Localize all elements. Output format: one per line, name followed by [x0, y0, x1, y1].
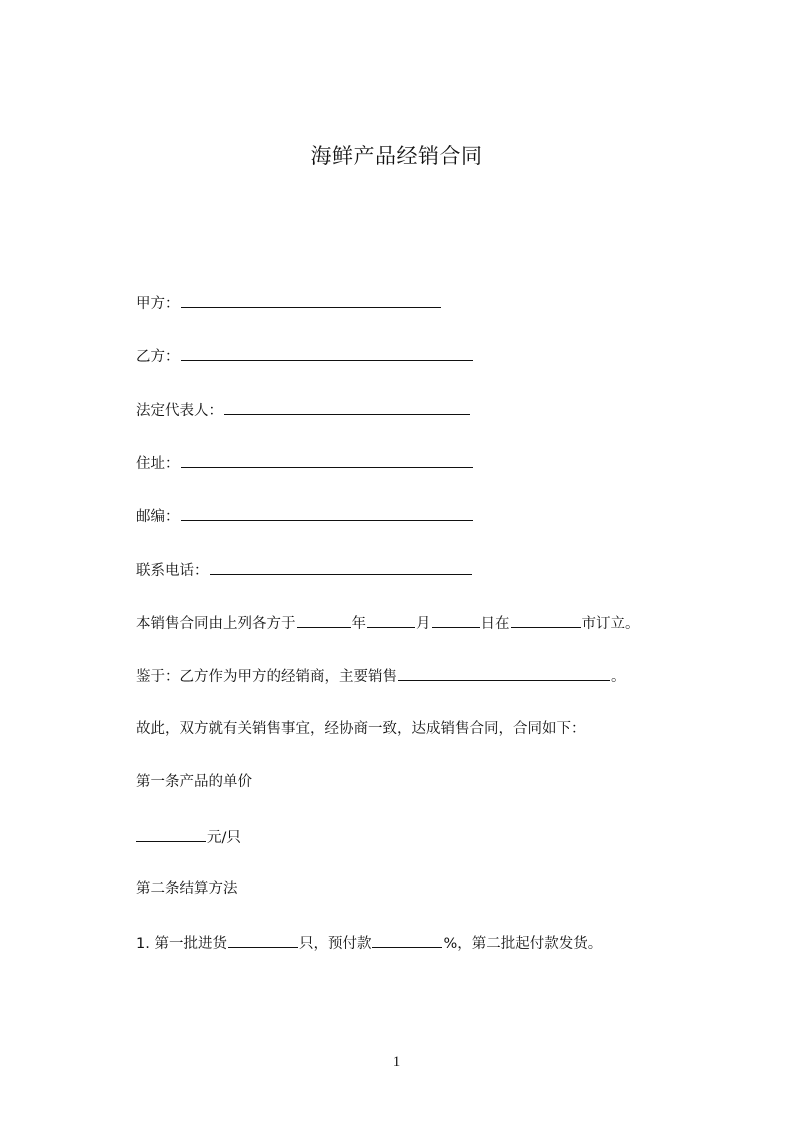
whereas-prefix: 鉴于：乙方作为甲方的经销商，主要销售	[136, 669, 397, 685]
party-b-blank[interactable]	[181, 345, 473, 361]
first-batch-qty-blank[interactable]	[228, 932, 298, 948]
legal-rep-label: 法定代表人：	[136, 403, 223, 419]
unit-price-unit: 元/只	[207, 830, 241, 846]
address-label: 住址：	[136, 456, 180, 472]
settlement-item-1	[136, 932, 602, 954]
signing-line	[136, 612, 640, 634]
year-blank[interactable]	[297, 612, 351, 628]
signing-prefix: 本销售合同由上列各方于	[136, 616, 296, 632]
unit-price-blank[interactable]	[136, 826, 206, 842]
product-blank[interactable]	[398, 665, 610, 681]
party-a-line	[136, 292, 442, 314]
signing-suffix: 市订立。	[581, 616, 640, 632]
phone-line	[136, 559, 473, 581]
agreement-line: 故此，双方就有关销售事宜，经协商一致，达成销售合同，合同如下：	[136, 721, 586, 737]
party-a-blank[interactable]	[181, 292, 441, 308]
legal-rep-line	[136, 399, 471, 421]
phone-label: 联系电话：	[136, 563, 209, 579]
item1-suffix: %，第二批起付款发货。	[443, 936, 603, 952]
phone-blank[interactable]	[210, 559, 472, 575]
item1-mid: 只，预付款	[298, 936, 372, 952]
article1-heading: 第一条产品的单价	[136, 774, 252, 790]
prepayment-pct-blank[interactable]	[372, 932, 442, 948]
party-a-label: 甲方：	[136, 296, 180, 312]
unit-price-line	[136, 826, 241, 848]
day-label: 日在	[480, 616, 510, 632]
postcode-label: 邮编：	[136, 509, 180, 525]
page-number: 1	[392, 1054, 401, 1070]
postcode-line	[136, 505, 474, 527]
city-blank[interactable]	[511, 612, 581, 628]
article2-heading: 第二条结算方法	[136, 881, 238, 897]
whereas-suffix: 。	[611, 669, 626, 685]
legal-rep-blank[interactable]	[224, 399, 470, 415]
party-b-label: 乙方：	[136, 349, 180, 365]
address-line	[136, 452, 474, 474]
day-blank[interactable]	[432, 612, 480, 628]
whereas-line	[136, 665, 626, 687]
party-b-line	[136, 345, 474, 367]
month-blank[interactable]	[367, 612, 415, 628]
postcode-blank[interactable]	[181, 505, 473, 521]
document-title: 海鲜产品经销合同	[310, 144, 483, 168]
month-label: 月	[416, 616, 431, 632]
item1-prefix: 1. 第一批进货	[136, 936, 227, 952]
address-blank[interactable]	[181, 452, 473, 468]
year-label: 年	[351, 616, 366, 632]
